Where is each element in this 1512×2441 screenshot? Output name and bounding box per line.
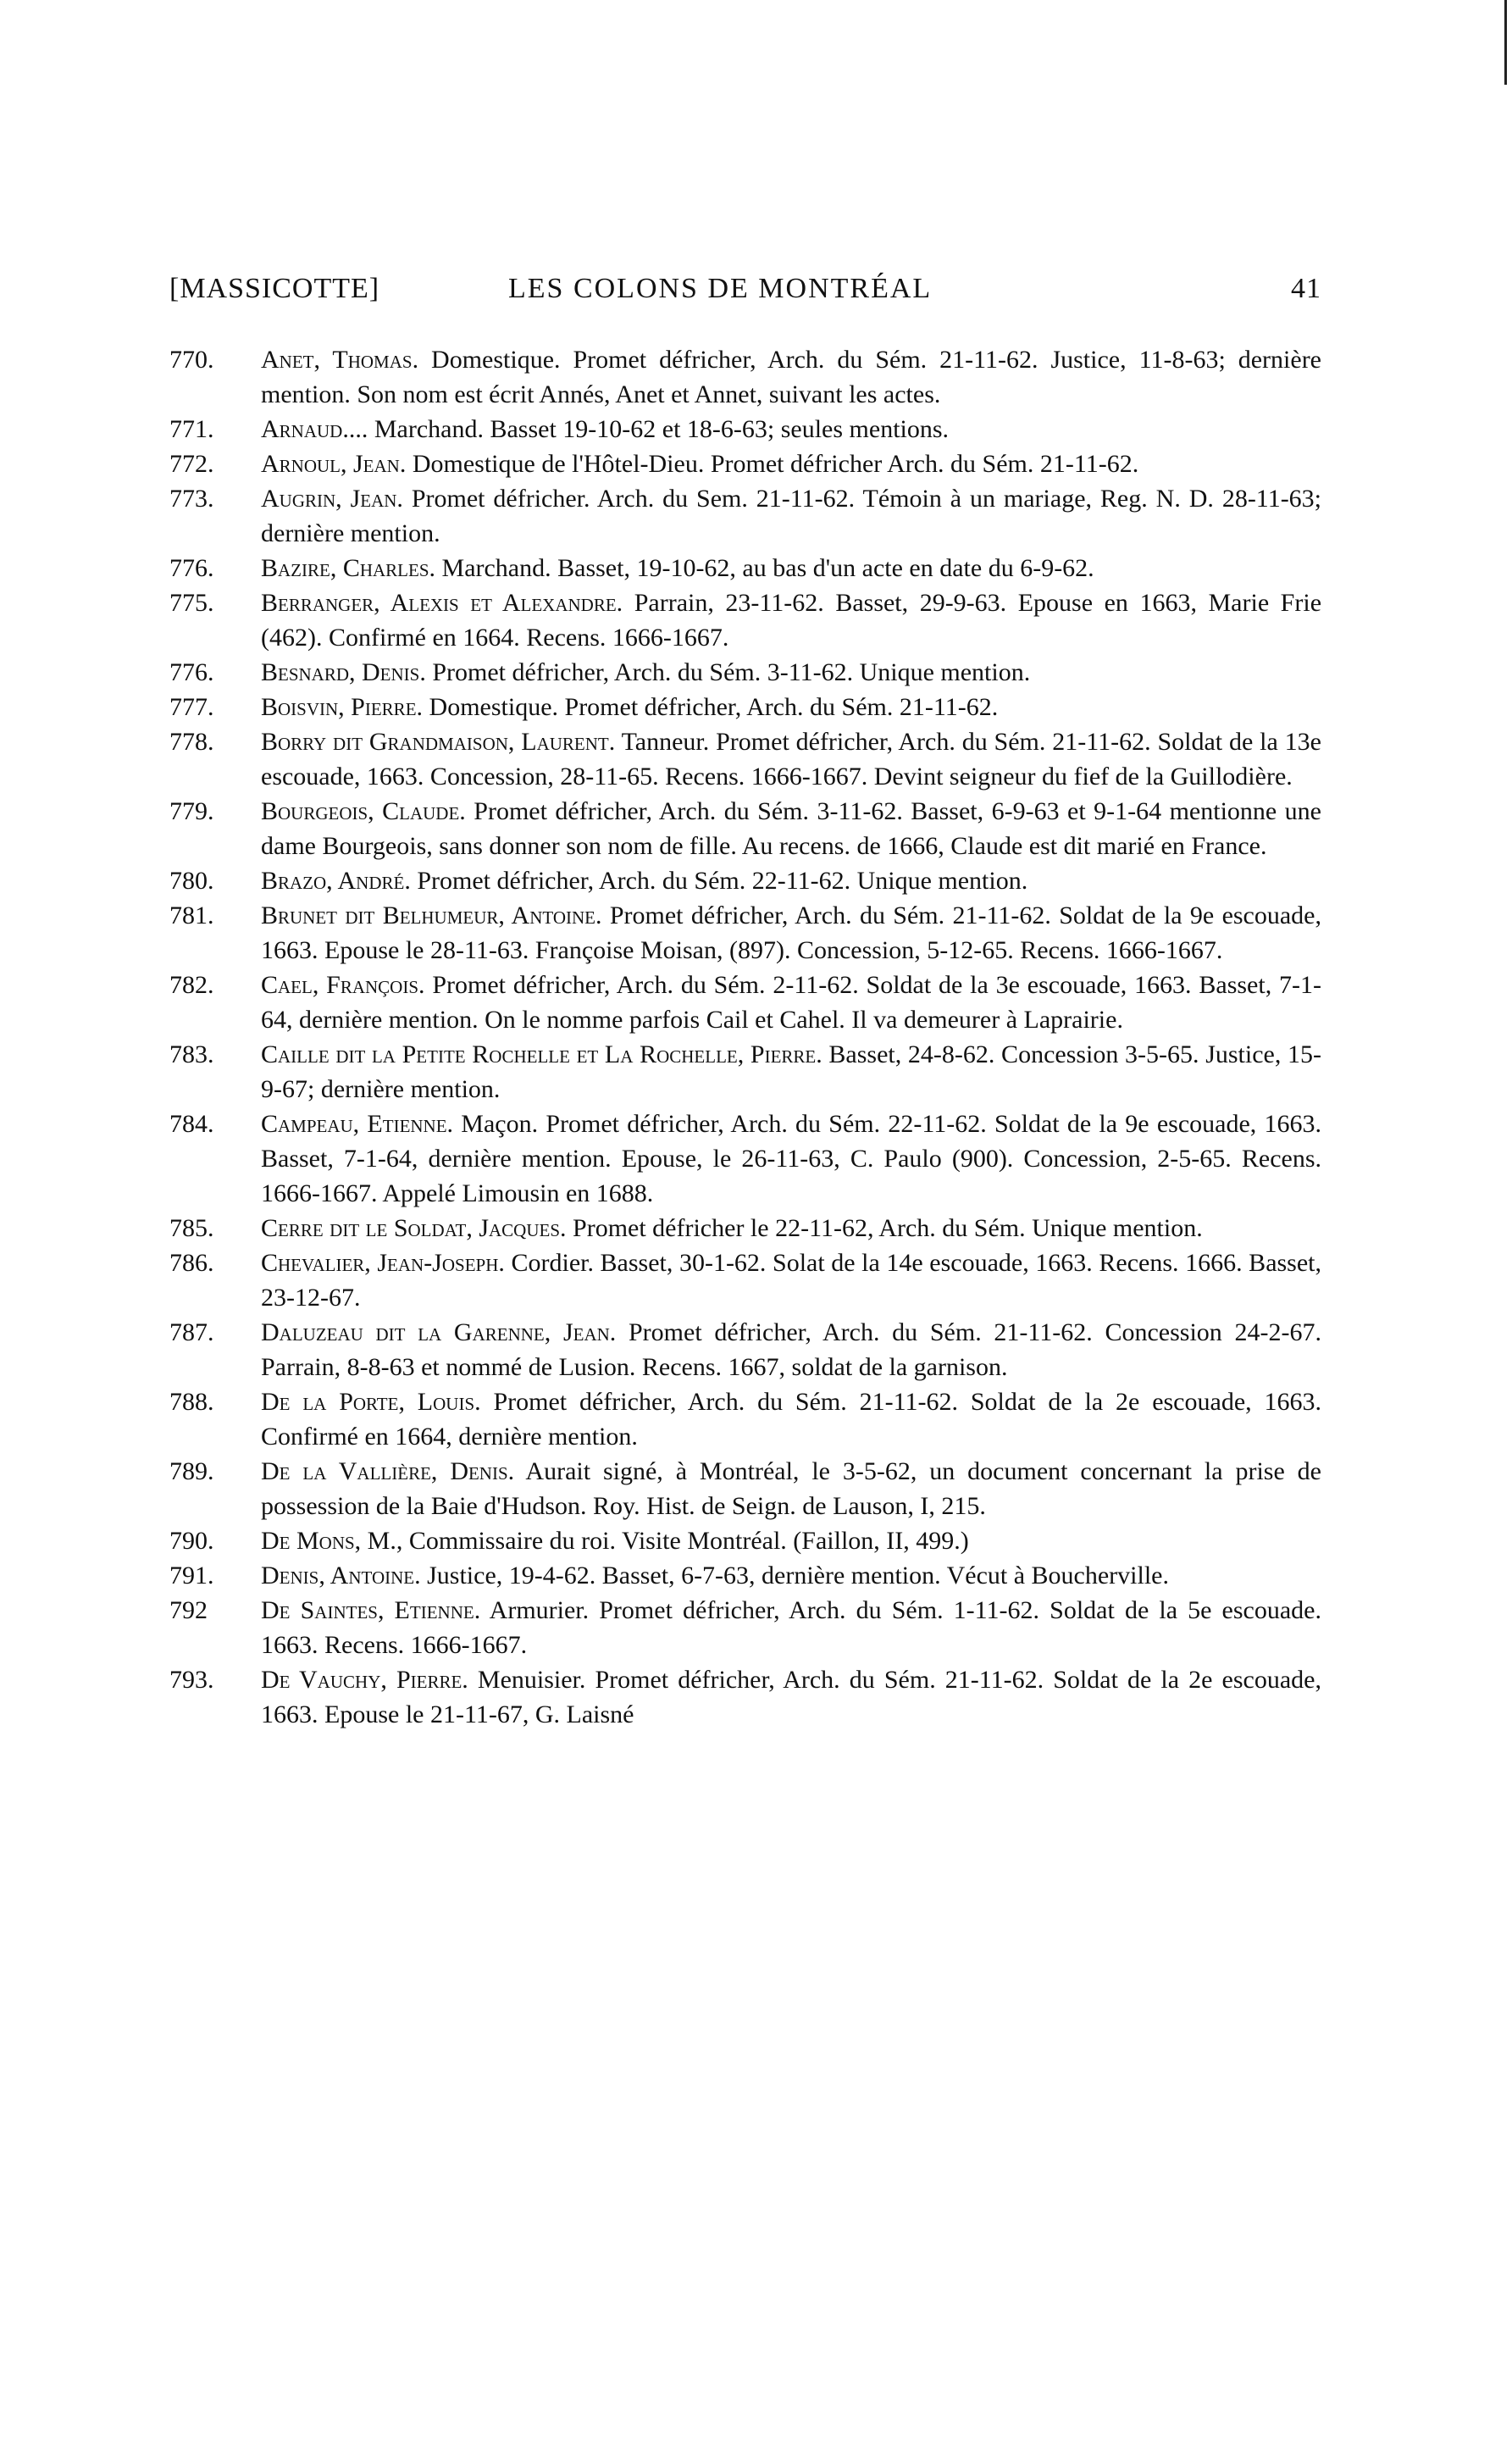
entry-name: Cael, François. — [261, 971, 425, 999]
entry-number: 772. — [169, 450, 214, 478]
entry-name: Campeau, Etienne. — [261, 1110, 454, 1138]
entry-number: 785. — [169, 1214, 214, 1242]
entry-text: Promet défricher, Arch. du Sém. 3-11-62. Unique mention. — [432, 658, 1031, 686]
list-item — [169, 481, 1321, 551]
list-item — [169, 1384, 1321, 1454]
entry-number: 771. — [169, 415, 214, 443]
entry-text: Marchand. Basset, 19-10-62, au bas d'un acte en date du 6-9-62. — [441, 554, 1094, 582]
entry-number: 791. — [169, 1562, 214, 1589]
list-item — [169, 863, 1321, 898]
header-author: [MASSICOTTE] — [169, 273, 380, 304]
entry-number: 781. — [169, 902, 214, 929]
list-item — [169, 412, 1321, 447]
entry-name: De Saintes, Etienne. — [261, 1596, 481, 1624]
list-item — [169, 1558, 1321, 1593]
entry-text: Parrain, 23-11-62. Basset, 29-9-63. Epouse en 1663, Marie Frie (462). Confirmé en 1664. Recens. 1666-1667. — [261, 589, 1322, 652]
entry-text: Promet défricher, Arch. du Sém. 22-11-62. Unique mention. — [417, 867, 1028, 895]
entry-number: 777. — [169, 693, 214, 721]
entry-name: Boisvin, Pierre. — [261, 693, 424, 721]
entry-text: Armurier. Promet défricher, Arch. du Sém. 1-11-62. Soldat de la 5e escouade. 1663. Recens. 1666-1667. — [261, 1596, 1321, 1659]
entry-number: 788. — [169, 1388, 214, 1416]
entry-text: Basset, 24-8-62. Concession 3-5-65. Justice, 15-9-67; dernière mention. — [261, 1040, 1321, 1103]
scan-edge-line — [1504, 0, 1507, 85]
document-page — [169, 273, 1321, 1732]
entry-name: Bourgeois, Claude. — [261, 797, 466, 825]
entry-name: Arnaud.... — [261, 415, 368, 443]
entry-name: Denis, Antoine. — [261, 1562, 421, 1589]
entry-number: 773. — [169, 485, 214, 513]
entry-number: 782. — [169, 971, 214, 999]
entry-name: De Mons, M., — [261, 1527, 403, 1555]
entry-name: Cerre dit le Soldat, Jacques. — [261, 1214, 567, 1242]
entry-number: 787. — [169, 1318, 214, 1346]
entry-name: Brazo, André. — [261, 867, 411, 895]
entry-number: 786. — [169, 1249, 214, 1277]
entry-number: 770. — [169, 346, 214, 374]
entry-text: Maçon. Promet défricher, Arch. du Sém. 22-11-62. Soldat de la 9e escouade, 1663. Basset, 7-1-64, dernière mention. Epouse, le 26-11-63, C. Paulo (900). Concession, 2-5-65. Recens. 1666-1667. Appelé Limousin en 1688. — [261, 1110, 1322, 1207]
entry-name: Borry dit Grandmaison, Laurent. — [261, 728, 616, 756]
entry-text: Promet défricher. Arch. du Sem. 21-11-62. Témoin à un mariage, Reg. N. D. 28-11-63; dernière mention. — [261, 485, 1322, 547]
entry-text: Promet défricher, Arch. du Sém. 21-11-62. Soldat de la 9e escouade, 1663. Epouse le 28-11-63. Françoise Moisan, (897). Concession, 5-12-65. Recens. 1666-1667. — [261, 902, 1322, 964]
entry-text: Tanneur. Promet défricher, Arch. du Sém. 21-11-62. Soldat de la 13e escouade, 1663. Concession, 28-11-65. Recens. 1666-1667. Devint seigneur du fief de la Guillodière. — [261, 728, 1321, 791]
list-item — [169, 1454, 1321, 1523]
entry-number: 778. — [169, 728, 214, 756]
entry-number: 775. — [169, 589, 214, 617]
entry-name: De la Vallière, Denis. — [261, 1457, 515, 1485]
running-header — [169, 273, 1321, 324]
entry-name: Chevalier, Jean-Joseph. — [261, 1249, 505, 1277]
entry-number: 784. — [169, 1110, 214, 1138]
entry-name: Augrin, Jean. — [261, 485, 403, 513]
entry-name: Berranger, Alexis et Alexandre. — [261, 589, 623, 617]
list-item — [169, 898, 1321, 968]
list-item — [169, 1593, 1321, 1662]
entry-text: Aurait signé, à Montréal, le 3-5-62, un document concernant la prise de possession de la Baie d'Hudson. Roy. Hist. de Seign. de Lauson, I, 215. — [261, 1457, 1321, 1520]
list-item — [169, 655, 1321, 690]
entry-number: 792 — [169, 1596, 208, 1624]
list-item — [169, 585, 1321, 655]
entry-text: Commissaire du roi. Visite Montréal. (Faillon, II, 499.) — [408, 1527, 969, 1555]
entry-text: Justice, 19-4-62. Basset, 6-7-63, dernière mention. Vécut à Boucherville. — [427, 1562, 1169, 1589]
entry-name: De la Porte, Louis. — [261, 1388, 481, 1416]
list-item — [169, 447, 1321, 481]
list-item — [169, 551, 1321, 585]
entry-number: 776. — [169, 658, 214, 686]
entry-name: Caille dit la Petite Rochelle et La Rochelle, Pierre. — [261, 1040, 822, 1068]
entry-text: Menuisier. Promet défricher, Arch. du Sém. 21-11-62. Soldat de la 2e escouade, 1663. Epouse le 21-11-67, G. Laisné — [261, 1666, 1321, 1728]
entry-name: Arnoul, Jean. — [261, 450, 407, 478]
list-item — [169, 1523, 1321, 1558]
entry-text: Domestique. Promet défricher, Arch. du Sém. 21-11-62. — [429, 693, 999, 721]
list-item — [169, 690, 1321, 724]
list-item — [169, 1662, 1321, 1732]
entry-number: 793. — [169, 1666, 214, 1694]
entry-text: Cordier. Basset, 30-1-62. Solat de la 14e escouade, 1663. Recens. 1666. Basset, 23-12-67. — [261, 1249, 1322, 1312]
list-item — [169, 968, 1321, 1037]
entry-name: Besnard, Denis. — [261, 658, 426, 686]
list-item — [169, 794, 1321, 863]
entry-text: Promet défricher, Arch. du Sém. 21-11-62. Concession 24-2-67. Parrain, 8-8-63 et nommé de Lusion. Recens. 1667, soldat de la garnison. — [261, 1318, 1321, 1381]
entry-name: Daluzeau dit la Garenne, Jean. — [261, 1318, 617, 1346]
entry-text: Marchand. Basset 19-10-62 et 18-6-63; seules mentions. — [374, 415, 950, 443]
list-item — [169, 1315, 1321, 1384]
header-title: LES COLONS DE MONTRÉAL — [508, 273, 933, 304]
list-item — [169, 1211, 1321, 1245]
entry-number: 783. — [169, 1040, 214, 1068]
list-item — [169, 1107, 1321, 1211]
list-item — [169, 1037, 1321, 1107]
list-item — [169, 342, 1321, 412]
entry-text: Domestique de l'Hôtel-Dieu. Promet défricher Arch. du Sém. 21-11-62. — [412, 450, 1139, 478]
entry-name: Brunet dit Belhumeur, Antoine. — [261, 902, 602, 929]
entry-list — [169, 342, 1321, 1732]
entry-number: 776. — [169, 554, 214, 582]
entry-text: Promet défricher le 22-11-62, Arch. du Sém. Unique mention. — [573, 1214, 1203, 1242]
entry-number: 780. — [169, 867, 214, 895]
entry-text: Domestique. Promet défricher, Arch. du Sém. 21-11-62. Justice, 11-8-63; dernière mention. Son nom est écrit Annés, Anet et Annet, suivant les actes. — [261, 346, 1321, 408]
entry-number: 790. — [169, 1527, 214, 1555]
entry-name: Anet, Thomas. — [261, 346, 419, 374]
entry-name: Bazire, Charles. — [261, 554, 436, 582]
entry-number: 789. — [169, 1457, 214, 1485]
entry-text: Promet défricher, Arch. du Sém. 21-11-62. Soldat de la 2e escouade, 1663. Confirmé en 1664, dernière mention. — [261, 1388, 1321, 1451]
page-number: 41 — [1291, 273, 1321, 304]
list-item — [169, 724, 1321, 794]
entry-number: 779. — [169, 797, 214, 825]
list-item — [169, 1245, 1321, 1315]
entry-text: Promet défricher, Arch. du Sém. 2-11-62. Soldat de la 3e escouade, 1663. Basset, 7-1-64, dernière mention. On le nomme parfois Cail et Cahel. Il va demeurer à Laprairie. — [261, 971, 1322, 1034]
entry-text: Promet défricher, Arch. du Sém. 3-11-62. Basset, 6-9-63 et 9-1-64 mentionne une dame Bourgeois, sans donner son nom de fille. Au recens. de 1666, Claude est dit marié en France. — [261, 797, 1322, 860]
entry-name: De Vauchy, Pierre. — [261, 1666, 468, 1694]
